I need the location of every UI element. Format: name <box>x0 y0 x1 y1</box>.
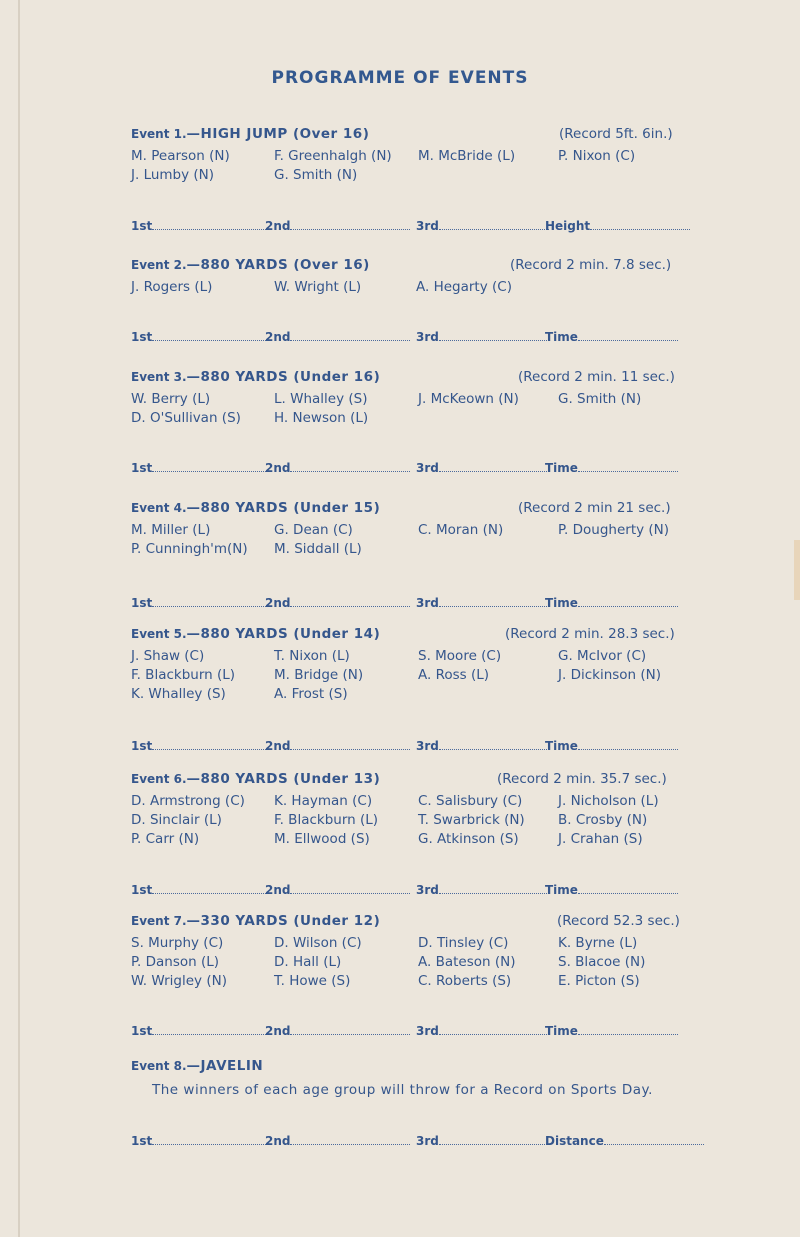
event-number: Event 8. <box>131 1059 187 1073</box>
entrant-name: D. Hall (L) <box>274 954 342 970</box>
result-field <box>265 883 410 897</box>
event-heading <box>131 1058 263 1074</box>
entrant-name: M. McBride (L) <box>418 148 516 164</box>
result-blank-line <box>578 1024 678 1035</box>
result-blank-line <box>604 1134 704 1145</box>
event-note: The winners of each age group will throw for a Record on Sports Day. <box>152 1082 653 1098</box>
result-field <box>265 1024 410 1038</box>
result-field <box>131 461 270 475</box>
result-blank-line <box>439 219 549 230</box>
entrant-name: G. Dean (C) <box>274 522 353 538</box>
result-label: 2nd <box>265 461 291 475</box>
entrant-name: M. Ellwood (S) <box>274 831 370 847</box>
entrant-name: P. Nixon (C) <box>558 148 636 164</box>
result-blank-line <box>590 219 690 230</box>
entrant-name: S. Murphy (C) <box>131 935 224 951</box>
result-blank-line <box>290 461 410 472</box>
result-blank-line <box>439 461 549 472</box>
result-field <box>545 1134 704 1148</box>
event-name: —HIGH JUMP (Over 16) <box>186 126 370 142</box>
entrant-name: T. Howe (S) <box>274 973 351 989</box>
event-record: (Record 2 min. 35.7 sec.) <box>497 771 667 787</box>
result-label: 1st <box>131 461 153 475</box>
event-name: —330 YARDS (Under 12) <box>186 913 381 929</box>
event-record: (Record 2 min 21 sec.) <box>518 500 671 516</box>
entrant-name: B. Crosby (N) <box>558 812 648 828</box>
result-blank-line <box>290 330 410 341</box>
result-label: Time <box>545 739 578 753</box>
result-blank-line <box>578 461 678 472</box>
event-name: —JAVELIN <box>186 1058 264 1074</box>
entrant-name: D. Wilson (C) <box>274 935 362 951</box>
entrant-name: J. Lumby (N) <box>131 167 215 183</box>
result-label: 3rd <box>416 219 439 233</box>
entrant-name: C. Roberts (S) <box>418 973 512 989</box>
result-field <box>131 596 270 610</box>
entrant-name: S. Blacoe (N) <box>558 954 646 970</box>
result-blank-line <box>152 461 270 472</box>
result-blank-line <box>152 596 270 607</box>
event-heading <box>131 500 380 516</box>
entrant-name: G. McIvor (C) <box>558 648 647 664</box>
entrant-name: M. Pearson (N) <box>131 148 230 164</box>
entrant-name: S. Moore (C) <box>418 648 502 664</box>
event-record: (Record 52.3 sec.) <box>557 913 680 929</box>
result-blank-line <box>290 596 410 607</box>
result-label: 3rd <box>416 461 439 475</box>
result-label: Time <box>545 596 578 610</box>
result-field <box>545 596 678 610</box>
paper-stain <box>794 540 800 600</box>
event-heading <box>131 126 369 142</box>
result-label: 1st <box>131 739 153 753</box>
entrant-name: J. Crahan (S) <box>558 831 643 847</box>
result-field <box>416 739 549 753</box>
result-field <box>131 330 270 344</box>
result-blank-line <box>578 739 678 750</box>
entrant-name: M. Miller (L) <box>131 522 211 538</box>
event-heading <box>131 257 370 273</box>
entrant-name: H. Newson (L) <box>274 410 369 426</box>
entrant-name: J. Shaw (C) <box>131 648 205 664</box>
result-label: 2nd <box>265 739 291 753</box>
result-label: 3rd <box>416 1134 439 1148</box>
event-name: —880 YARDS (Under 16) <box>186 369 381 385</box>
result-field <box>545 739 678 753</box>
result-label: Distance <box>545 1134 604 1148</box>
event-heading <box>131 626 380 642</box>
page-fold <box>18 0 20 1237</box>
result-field <box>131 219 270 233</box>
result-field <box>131 739 270 753</box>
result-field <box>545 219 690 233</box>
entrant-name: C. Salisbury (C) <box>418 793 523 809</box>
result-label: 1st <box>131 219 153 233</box>
result-label: 3rd <box>416 596 439 610</box>
event-number: Event 2. <box>131 258 187 272</box>
entrant-name: W. Wright (L) <box>274 279 362 295</box>
entrant-name: F. Blackburn (L) <box>131 667 236 683</box>
result-blank-line <box>439 1134 549 1145</box>
result-blank-line <box>439 883 549 894</box>
result-label: 3rd <box>416 330 439 344</box>
result-label: 2nd <box>265 883 291 897</box>
result-field <box>545 883 678 897</box>
result-blank-line <box>152 1024 270 1035</box>
result-blank-line <box>152 219 270 230</box>
event-number: Event 6. <box>131 772 187 786</box>
result-label: 3rd <box>416 883 439 897</box>
entrant-name: D. Armstrong (C) <box>131 793 245 809</box>
result-field <box>265 596 410 610</box>
event-record: (Record 2 min. 11 sec.) <box>518 369 675 385</box>
result-blank-line <box>290 883 410 894</box>
entrant-name: P. Carr (N) <box>131 831 200 847</box>
result-label: Time <box>545 883 578 897</box>
entrant-name: J. Nicholson (L) <box>558 793 659 809</box>
entrant-name: D. Tinsley (C) <box>418 935 509 951</box>
entrant-name: T. Nixon (L) <box>274 648 350 664</box>
result-label: 2nd <box>265 219 291 233</box>
result-blank-line <box>152 739 270 750</box>
result-field <box>131 1024 270 1038</box>
result-field <box>131 1134 270 1148</box>
entrant-name: A. Bateson (N) <box>418 954 516 970</box>
event-number: Event 3. <box>131 370 187 384</box>
result-field <box>545 1024 678 1038</box>
entrant-name: M. Siddall (L) <box>274 541 362 557</box>
result-blank-line <box>152 330 270 341</box>
result-label: 1st <box>131 596 153 610</box>
result-field <box>265 330 410 344</box>
entrant-name: W. Berry (L) <box>131 391 211 407</box>
entrant-name: G. Smith (N) <box>274 167 358 183</box>
entrant-name: D. Sinclair (L) <box>131 812 222 828</box>
result-label: 3rd <box>416 739 439 753</box>
event-number: Event 4. <box>131 501 187 515</box>
entrant-name: A. Hegarty (C) <box>416 279 512 295</box>
result-field <box>265 461 410 475</box>
result-blank-line <box>578 596 678 607</box>
result-label: 1st <box>131 883 153 897</box>
result-field <box>545 330 678 344</box>
entrant-name: K. Byrne (L) <box>558 935 638 951</box>
event-name: —880 YARDS (Over 16) <box>186 257 370 273</box>
result-label: Time <box>545 461 578 475</box>
entrant-name: A. Frost (S) <box>274 686 348 702</box>
event-heading <box>131 913 380 929</box>
result-label: Time <box>545 330 578 344</box>
event-name: —880 YARDS (Under 14) <box>186 626 381 642</box>
entrant-name: J. Rogers (L) <box>131 279 213 295</box>
result-field <box>416 596 549 610</box>
result-blank-line <box>439 739 549 750</box>
entrant-name: T. Swarbrick (N) <box>418 812 525 828</box>
event-heading <box>131 369 380 385</box>
entrant-name: E. Picton (S) <box>558 973 640 989</box>
result-blank-line <box>439 1024 549 1035</box>
event-record: (Record 5ft. 6in.) <box>559 126 673 142</box>
event-number: Event 7. <box>131 914 187 928</box>
result-field <box>416 330 549 344</box>
result-field <box>265 739 410 753</box>
entrant-name: K. Hayman (C) <box>274 793 373 809</box>
result-label: 3rd <box>416 1024 439 1038</box>
entrant-name: M. Bridge (N) <box>274 667 364 683</box>
result-blank-line <box>290 739 410 750</box>
result-blank-line <box>439 330 549 341</box>
result-field <box>416 1024 549 1038</box>
entrant-name: C. Moran (N) <box>418 522 504 538</box>
entrant-name: L. Whalley (S) <box>274 391 368 407</box>
event-heading <box>131 771 380 787</box>
entrant-name: G. Atkinson (S) <box>418 831 519 847</box>
result-label: 1st <box>131 330 153 344</box>
event-number: Event 5. <box>131 627 187 641</box>
result-field <box>265 1134 410 1148</box>
entrant-name: A. Ross (L) <box>418 667 490 683</box>
result-label: 2nd <box>265 596 291 610</box>
entrant-name: W. Wrigley (N) <box>131 973 227 989</box>
page-title: PROGRAMME OF EVENTS <box>271 68 529 88</box>
result-label: 1st <box>131 1024 153 1038</box>
result-label: 1st <box>131 1134 153 1148</box>
event-record: (Record 2 min. 28.3 sec.) <box>505 626 675 642</box>
result-field <box>416 461 549 475</box>
result-blank-line <box>578 330 678 341</box>
result-blank-line <box>439 596 549 607</box>
result-field <box>416 883 549 897</box>
entrant-name: P. Danson (L) <box>131 954 220 970</box>
entrant-name: K. Whalley (S) <box>131 686 226 702</box>
event-number: Event 1. <box>131 127 187 141</box>
entrant-name: F. Blackburn (L) <box>274 812 379 828</box>
result-field <box>416 1134 549 1148</box>
entrant-name: P. Dougherty (N) <box>558 522 670 538</box>
result-label: 2nd <box>265 1134 291 1148</box>
result-label: Height <box>545 219 591 233</box>
result-label: 2nd <box>265 1024 291 1038</box>
result-blank-line <box>290 1024 410 1035</box>
result-field <box>416 219 549 233</box>
result-blank-line <box>578 883 678 894</box>
entrant-name: F. Greenhalgh (N) <box>274 148 392 164</box>
entrant-name: J. McKeown (N) <box>418 391 519 407</box>
result-blank-line <box>152 1134 270 1145</box>
result-label: Time <box>545 1024 578 1038</box>
result-blank-line <box>290 1134 410 1145</box>
result-field <box>265 219 410 233</box>
result-field <box>545 461 678 475</box>
result-blank-line <box>290 219 410 230</box>
event-name: —880 YARDS (Under 15) <box>186 500 381 516</box>
event-name: —880 YARDS (Under 13) <box>186 771 381 787</box>
result-blank-line <box>152 883 270 894</box>
event-record: (Record 2 min. 7.8 sec.) <box>510 257 672 273</box>
entrant-name: G. Smith (N) <box>558 391 642 407</box>
result-field <box>131 883 270 897</box>
entrant-name: D. O'Sullivan (S) <box>131 410 241 426</box>
result-label: 2nd <box>265 330 291 344</box>
entrant-name: P. Cunningh'm(N) <box>131 541 248 557</box>
entrant-name: J. Dickinson (N) <box>558 667 662 683</box>
